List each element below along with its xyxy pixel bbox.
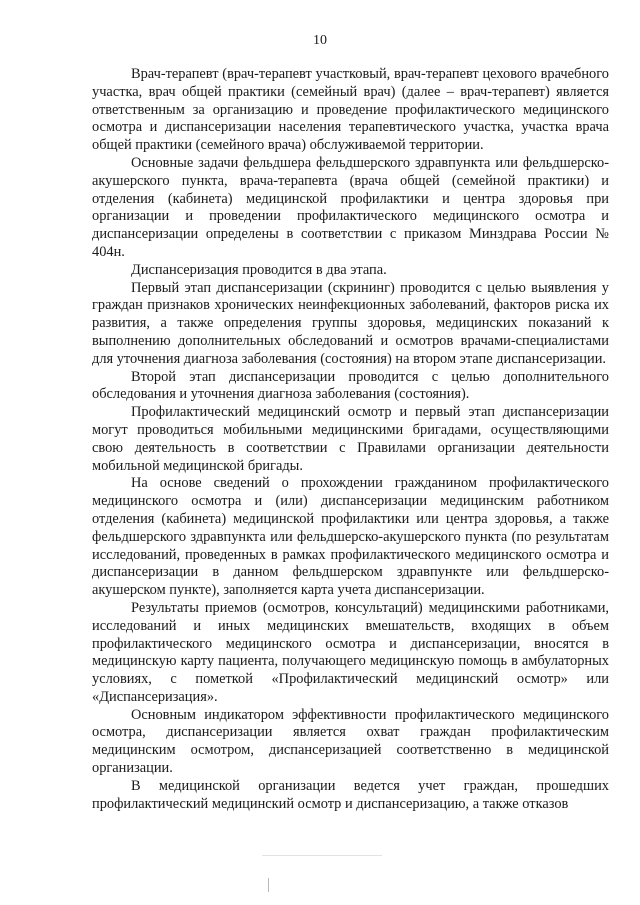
paragraph-responsible-therapist: Врач-терапевт (врач-терапевт участковый, врач-терапевт цехового врачебного участка, врач общей практики (семейный врач) (далее – врач-терапевт) является ответственным за организацию и проведение профилактического медицинского осмотра и диспансеризации населения терапевтического участка, участка врача общей практики (семейного врача) обслуживаемой территории.	[92, 66, 609, 154]
paragraph-main-tasks: Основные задачи фельдшера фельдшерского здравпункта или фельдшерско-акушерского пункта, врача-терапевта (врача общей (семейной практики) и отделения (кабинета) медицинской профилактики и центра здоровья при организации и проведении профилактического медицинского осмотра и диспансеризации определены в соответствии с приказом Минздрава России № 404н.	[92, 154, 609, 260]
paragraph-second-stage: Второй этап диспансеризации проводится с целью дополнительного обследования и уточнения диагноза заболевания (состояния).	[92, 368, 609, 403]
paragraph-registration-card: На основе сведений о прохождении гражданином профилактического медицинского осмотра и (или) диспансеризации медицинским работником отделения (кабинета) медицинской профилактики или центра здоровья, а также фельдшерского здравпункта или фельдшерско-акушерского пункта (по результатам исследований, проведенных в рамках профилактического медицинского осмотра и диспансеризации в данном фельдшерском здравпункте или фельдшерско-акушерском пункте), заполняется карта учета диспансеризации.	[92, 475, 609, 599]
scan-artifact-tick	[268, 878, 269, 892]
scan-artifact-line	[262, 855, 382, 856]
paragraph-two-stages: Диспансеризация проводится в два этапа.	[131, 261, 387, 278]
paragraph-first-stage: Первый этап диспансеризации (скрининг) проводится с целью выявления у граждан признаков хронических неинфекционных заболеваний, факторов риска их развития, а также определения группы здоровья, медицинских показаний к выполнению дополнительных обследований и осмотров врачами-специалистами для уточнения диагноза заболевания (состояния) на втором этапе диспансеризации.	[92, 279, 609, 367]
paragraph-accounting: В медицинской организации ведется учет граждан, прошедших профилактический медицинский осмотр и диспансеризацию, а также отказов	[92, 777, 609, 812]
page-number: 10	[313, 33, 327, 48]
document-body	[92, 66, 609, 813]
paragraph-mobile-teams: Профилактический медицинский осмотр и первый этап диспансеризации могут проводиться мобильными медицинскими бригадами, осуществляющими свою деятельность в соответствии с Правилами организации деятельности мобильной медицинской бригады.	[92, 404, 609, 474]
paragraph-indicator: Основным индикатором эффективности профилактического медицинского осмотра, диспансеризации является охват граждан профилактическим медицинским осмотром, диспансеризацией соответственно в медицинской организации.	[92, 706, 609, 777]
paragraph-results: Результаты приемов (осмотров, консультаций) медицинскими работниками, исследований и иных медицинских вмешательств, входящих в объем профилактического медицинского осмотра и диспансеризации, вносятся в медицинскую карту пациента, получающего медицинскую помощь в амбулаторных условиях, с пометкой «Профилактический медицинский осмотр» или «Диспансеризация».	[92, 599, 609, 705]
